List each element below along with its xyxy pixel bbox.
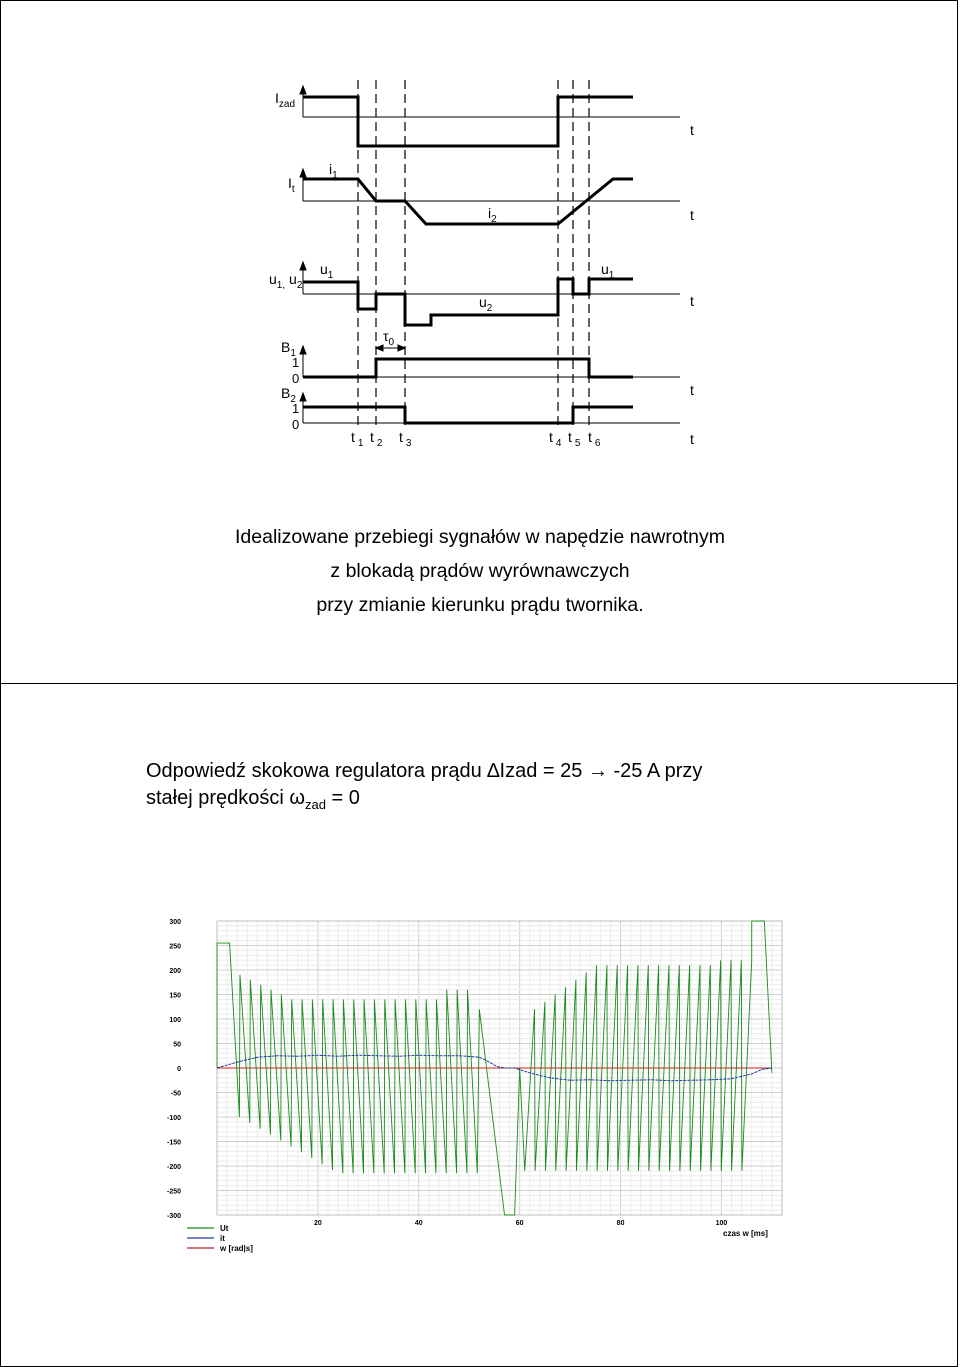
signal-b1-label: $B_1$ (281, 339, 296, 359)
x-tick-label: 60 (515, 1220, 524, 1227)
wave-label-i1: $i_1$ (329, 161, 338, 181)
b1-level-zero: 0 (292, 371, 300, 386)
izad-waveform (303, 97, 633, 146)
y-tick-label: 100 (169, 1017, 181, 1024)
caption-bottom-line2 (146, 785, 846, 818)
time-marker-t4: t $_4$ (549, 429, 562, 449)
legend-label: w [rad|s] (220, 1244, 253, 1253)
time-marker-t5: t $_5$ (568, 429, 581, 449)
y-tick-label: 200 (169, 968, 181, 975)
axis-t-label: t (690, 122, 694, 138)
x-tick-label: 40 (414, 1220, 423, 1227)
y-tick-label: -50 (170, 1090, 181, 1098)
axis-t-label: t (690, 207, 694, 223)
time-marker-t1: t $_1$ (351, 429, 364, 449)
wave-label-u1-left: $u_1$ (320, 261, 334, 281)
axis-t-label: t (690, 431, 694, 447)
y-tick-label: 0 (177, 1066, 181, 1073)
timing-diagram (0, 0, 960, 480)
x-tick-label: 20 (313, 1220, 322, 1227)
step-response-chart (160, 917, 790, 1262)
u-waveform (303, 279, 633, 325)
b2-level-zero: 0 (292, 417, 300, 432)
y-tick-label: -250 (166, 1188, 181, 1196)
signal-b2-label: $B_2$ (281, 385, 296, 405)
y-tick-label: 50 (173, 1041, 181, 1049)
legend-label: Ut (220, 1224, 229, 1233)
caption-top-line3: przy zmianie kierunku prądu twornika. (316, 594, 644, 616)
y-tick-label: -300 (166, 1213, 181, 1220)
caption-top-line2: z blokadą prądów wyrównawczych (330, 560, 630, 582)
time-marker-t3: t $_3$ (399, 429, 412, 449)
y-tick-label: -200 (166, 1164, 181, 1171)
axis-t-label: t (690, 382, 694, 398)
caption-top-line1: Idealizowane przebiegi sygnałów w napędzie nawrotnym (235, 526, 725, 548)
caption-bottom (146, 758, 846, 818)
y-tick-label: 150 (169, 992, 181, 1000)
y-tick-label: 300 (169, 919, 181, 926)
b1-level-one: 1 (292, 355, 300, 370)
b1-waveform (303, 359, 633, 377)
x-tick-label: 80 (616, 1220, 625, 1227)
wave-label-u1-right: $u_1$ (601, 261, 615, 281)
caption-bottom-prefix: stałej prędkości ω (146, 787, 306, 809)
caption-bottom-suffix: = 0 (325, 787, 360, 809)
wave-label-u2: $u_2$ (479, 294, 493, 314)
y-tick-label: -150 (166, 1139, 181, 1147)
legend-label: it (220, 1234, 225, 1243)
wave-label-i2: $i_2$ (488, 205, 497, 225)
time-marker-t2: t $_2$ (370, 429, 383, 449)
y-tick-label: -100 (166, 1115, 181, 1122)
y-tick-label: 250 (169, 943, 181, 951)
signal-it-label: $I_t$ (288, 175, 295, 195)
x-axis-label: czas w [ms] (723, 1229, 768, 1238)
signal-u1u2-label: $u_{1,}$ $u_2$ (269, 271, 303, 291)
b2-waveform (303, 407, 633, 423)
caption-bottom-line1: Odpowiedź skokowa regulatora prądu ∆Izad = 25 → -25 A przy (146, 760, 703, 782)
signal-izad-label: $I_{zad}$ (275, 90, 296, 110)
wave-label-tau0: $\tau_0$ (383, 328, 395, 348)
caption-bottom-subscript: zad (305, 797, 326, 812)
caption-top (0, 520, 960, 622)
time-marker-t6: t $_6$ (588, 429, 601, 449)
axis-t-label: t (690, 293, 694, 309)
x-tick-label: 100 (715, 1220, 728, 1227)
b2-level-one: 1 (292, 401, 300, 416)
